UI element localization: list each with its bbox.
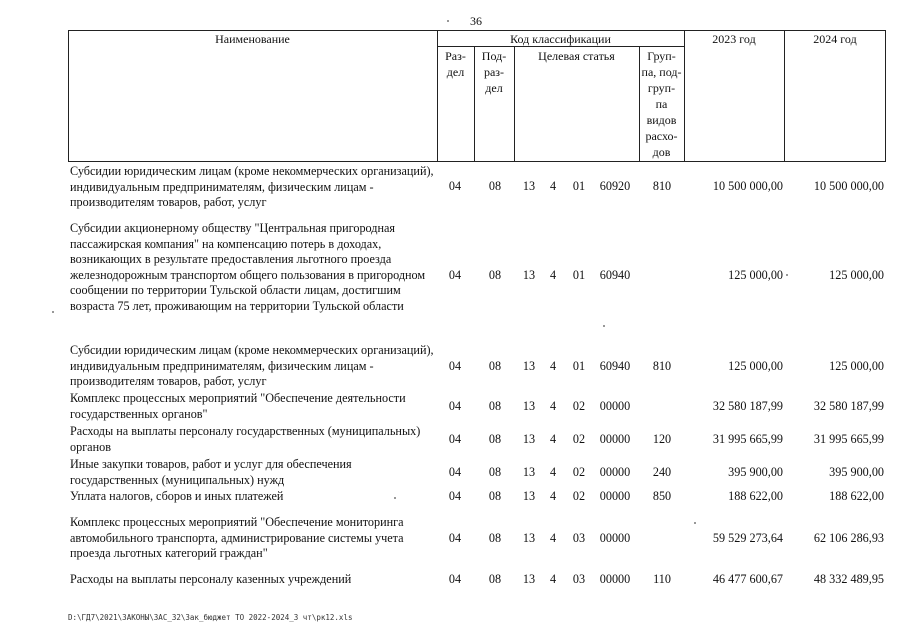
row-value-2023: 59 529 273,64 (712, 531, 783, 545)
row-section: 04 (448, 268, 462, 282)
row-subsection: 08 (488, 399, 502, 413)
header-subsection: Под- раз- дел (481, 49, 507, 95)
row-value-2023: 125 000,00 (728, 359, 783, 373)
row-code-1: 13 (522, 572, 536, 586)
row-code-4: 00000 (599, 432, 631, 446)
row-code-1: 13 (522, 359, 536, 373)
row-value-2024: 62 106 286,93 (813, 531, 884, 545)
row-code-2: 4 (549, 399, 557, 413)
row-code-2: 4 (549, 432, 557, 446)
row-name: Субсидии юридическим лицам (кроме некоммерческих организаций), индивидуальным предпринимателям, физическим лицам - производителям товаров, работ, услуг (70, 343, 434, 388)
row-code-4: 00000 (599, 489, 631, 503)
row-section: 04 (448, 179, 462, 193)
row-code-3: 02 (572, 399, 586, 413)
row-code-2: 4 (549, 531, 557, 545)
row-subsection: 08 (488, 359, 502, 373)
header-year-2023: 2023 год (712, 32, 756, 46)
row-expense-group: 120 (652, 432, 672, 446)
row-code-1: 13 (522, 432, 536, 446)
row-code-2: 4 (549, 359, 557, 373)
row-code-3: 01 (572, 268, 586, 282)
row-code-1: 13 (522, 465, 536, 479)
header-expense-group: Груп- па, под- груп- па видов расхо- дов (641, 49, 682, 159)
row-code-3: 02 (572, 432, 586, 446)
scan-speck (52, 311, 54, 313)
row-expense-group: 810 (652, 179, 672, 193)
row-expense-group: 850 (652, 489, 672, 503)
row-code-3: 02 (572, 489, 586, 503)
row-value-2023: 125 000,00 (728, 268, 783, 282)
row-code-4: 00000 (599, 465, 631, 479)
row-expense-group: 110 (653, 572, 671, 586)
row-value-2023: 395 900,00 (728, 465, 783, 479)
row-code-1: 13 (522, 489, 536, 503)
header-section: Раз- дел (445, 49, 466, 79)
row-code-1: 13 (522, 531, 536, 545)
row-code-2: 4 (549, 268, 557, 282)
row-value-2024: 31 995 665,99 (813, 432, 884, 446)
row-code-4: 60920 (599, 179, 631, 193)
row-name: Расходы на выплаты персоналу казенных учреждений (70, 572, 352, 586)
row-name: Иные закупки товаров, работ и услуг для обеспечения государственных (муниципальных) нужд (70, 457, 352, 487)
scan-speck (603, 325, 605, 327)
row-code-1: 13 (522, 268, 536, 282)
row-subsection: 08 (488, 531, 502, 545)
row-code-4: 60940 (599, 359, 631, 373)
row-subsection: 08 (488, 489, 502, 503)
scan-speck (694, 522, 696, 524)
row-code-2: 4 (549, 572, 557, 586)
row-code-4: 60940 (599, 268, 631, 282)
row-subsection: 08 (488, 432, 502, 446)
header-divider (784, 30, 785, 162)
row-expense-group: 240 (652, 465, 672, 479)
row-value-2024: 395 900,00 (829, 465, 884, 479)
row-code-2: 4 (549, 489, 557, 503)
row-section: 04 (448, 465, 462, 479)
row-name: Расходы на выплаты персоналу государственных (муниципальных) органов (70, 424, 421, 454)
row-code-3: 01 (572, 179, 586, 193)
header-code-classification: Код классификации (510, 32, 611, 46)
row-code-1: 13 (522, 399, 536, 413)
row-section: 04 (448, 572, 462, 586)
row-section: 04 (448, 359, 462, 373)
row-code-4: 00000 (599, 531, 631, 545)
row-code-4: 00000 (599, 399, 631, 413)
row-subsection: 08 (488, 465, 502, 479)
row-code-3: 02 (572, 465, 586, 479)
row-code-2: 4 (549, 179, 557, 193)
row-value-2024: 48 332 489,95 (813, 572, 884, 586)
row-value-2024: 10 500 000,00 (813, 179, 884, 193)
header-year-2024: 2024 год (813, 32, 857, 46)
row-section: 04 (448, 531, 462, 545)
row-code-3: 03 (572, 572, 586, 586)
scan-speck (394, 497, 396, 499)
row-value-2024: 32 580 187,99 (813, 399, 884, 413)
header-divider (684, 30, 685, 162)
row-subsection: 08 (488, 268, 502, 282)
page-number: 36 (470, 14, 482, 28)
row-section: 04 (448, 399, 462, 413)
row-value-2023: 32 580 187,99 (712, 399, 783, 413)
row-value-2023: 46 477 600,67 (712, 572, 783, 586)
scan-speck (786, 274, 788, 276)
row-value-2023: 10 500 000,00 (712, 179, 783, 193)
row-name: Субсидии юридическим лицам (кроме некоммерческих организаций), индивидуальным предпринимателям, физическим лицам - производителям товаров, работ, услуг (70, 164, 434, 209)
header-target-article: Целевая статья (538, 49, 615, 63)
row-expense-group: 810 (652, 359, 672, 373)
row-value-2023: 31 995 665,99 (712, 432, 783, 446)
row-value-2024: 125 000,00 (829, 359, 884, 373)
header-name: Наименование (215, 32, 290, 46)
row-name: Субсидии акционерному обществу "Центральная пригородная пассажирская компания" на компенсацию потерь в доходах, возникающих в результате предоставления льготного проезда железнодорожным транспортом общего пользования в пригородном сообщении по территории Тульской области лицам, достигшим возраста 75 лет, проживающим на территории Тульской области (70, 221, 426, 313)
row-code-1: 13 (522, 179, 536, 193)
row-value-2024: 125 000,00 (829, 268, 884, 282)
scan-speck (447, 20, 449, 22)
row-code-2: 4 (549, 465, 557, 479)
row-code-4: 00000 (599, 572, 631, 586)
row-subsection: 08 (488, 572, 502, 586)
row-name: Комплекс процессных мероприятий "Обеспечение деятельности государственных органов" (70, 391, 406, 421)
row-name: Уплата налогов, сборов и иных платежей (70, 489, 284, 503)
row-name: Комплекс процессных мероприятий "Обеспечение мониторинга автомобильного транспорта, администрирование системы учета проезда льготных категорий граждан" (70, 515, 404, 560)
row-section: 04 (448, 489, 462, 503)
row-subsection: 08 (488, 179, 502, 193)
row-section: 04 (448, 432, 462, 446)
row-value-2023: 188 622,00 (728, 489, 783, 503)
row-code-3: 03 (572, 531, 586, 545)
row-code-3: 01 (572, 359, 586, 373)
row-value-2024: 188 622,00 (829, 489, 884, 503)
file-path-footer: D:\ГД7\2021\ЗАКОНЫ\ЗАС_32\Зак_бюджет ТО 2022-2024_3 чт\рк12.xls (68, 613, 353, 622)
